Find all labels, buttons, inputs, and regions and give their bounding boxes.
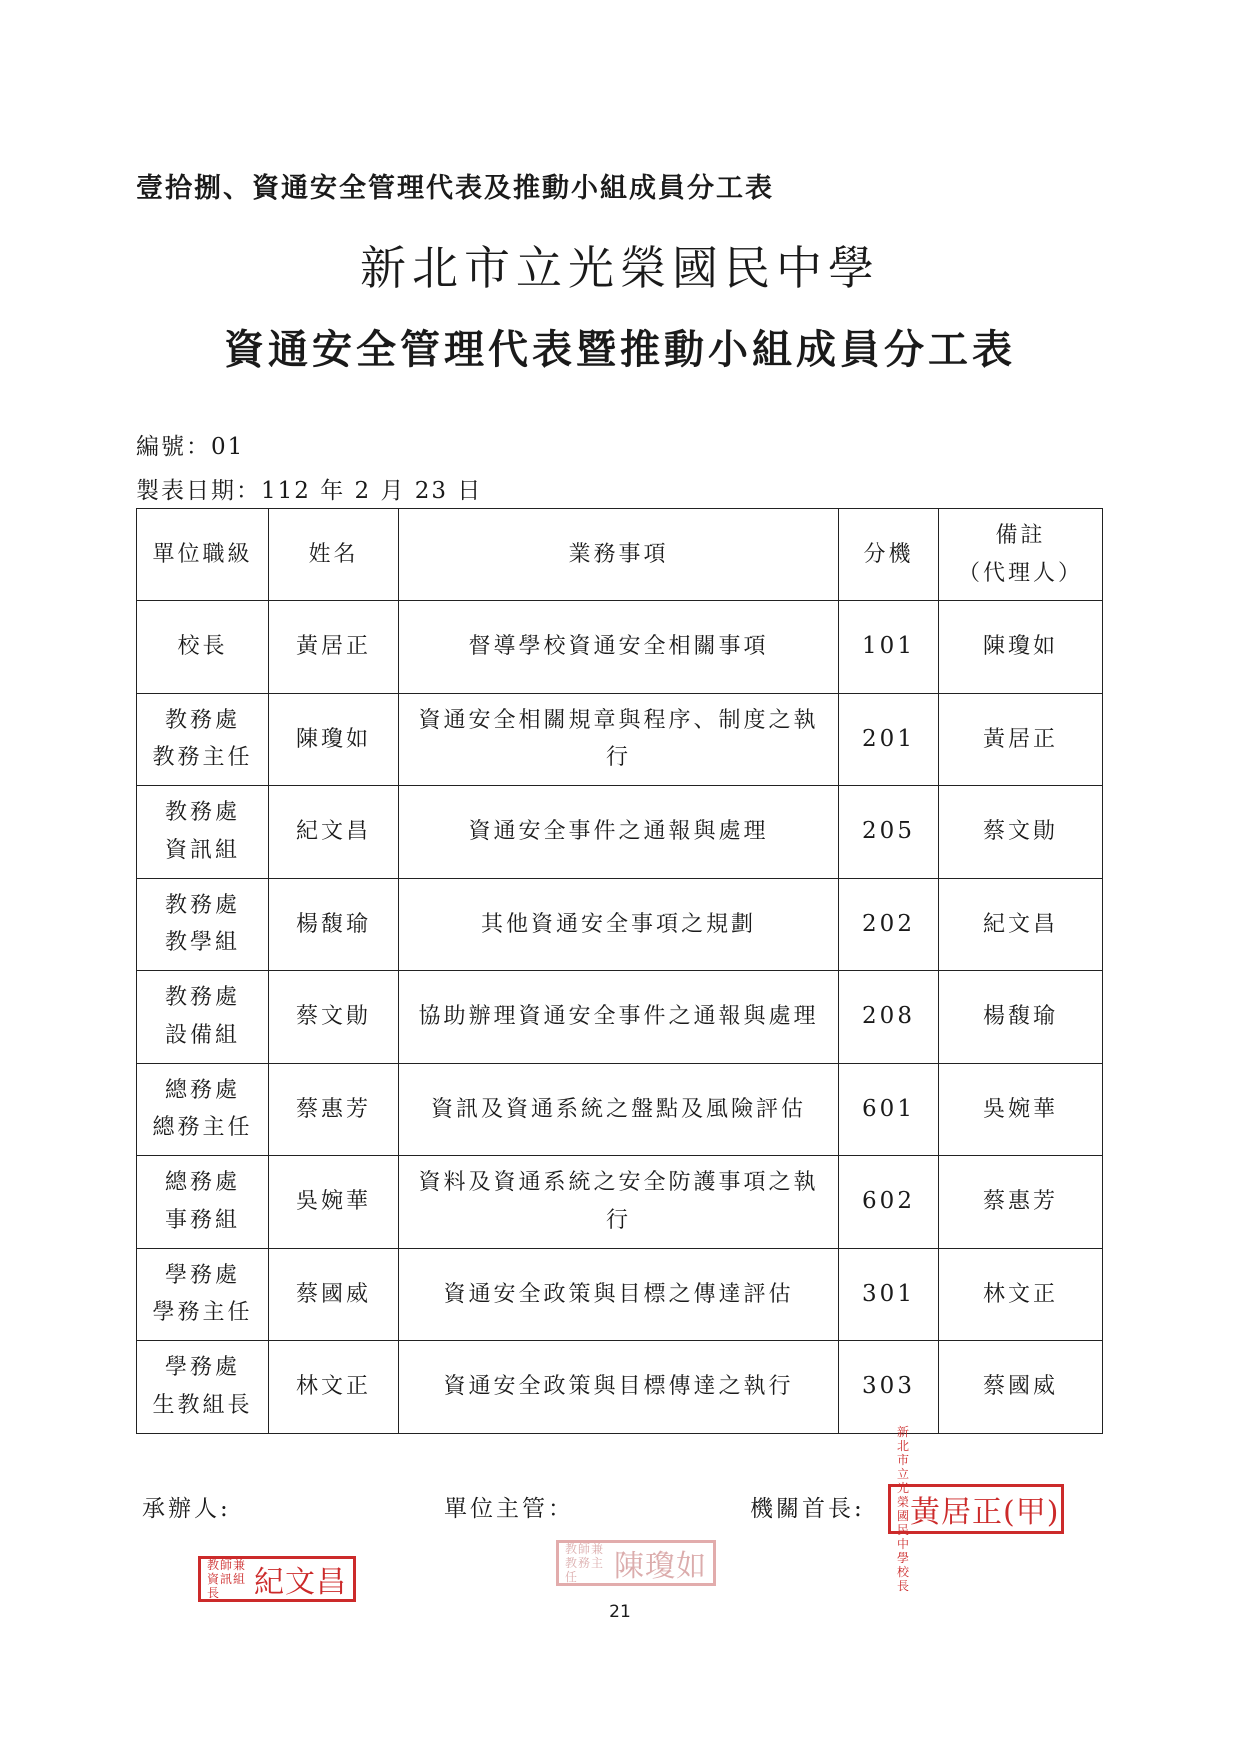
cell-name: 蔡文勛 — [269, 971, 399, 1064]
cell-deputy: 蔡文勛 — [939, 786, 1103, 879]
cell-deputy: 陳瓊如 — [939, 601, 1103, 694]
cell-unit — [137, 1063, 269, 1156]
cell-deputy: 蔡國威 — [939, 1341, 1103, 1434]
cell-deputy: 吳婉華 — [939, 1063, 1103, 1156]
cell-name: 蔡國威 — [269, 1248, 399, 1341]
handler-seal-stamp — [198, 1556, 356, 1602]
unit-line: 教務處 — [164, 800, 240, 826]
table-title: 資通安全管理代表暨推動小組成員分工表 — [224, 326, 1016, 373]
unit-line: 資訊組 — [164, 837, 240, 863]
seal-title: 新北市立光榮國民中學校長 — [897, 1425, 911, 1593]
cell-duty: 資料及資通系統之安全防護事項之執行 — [399, 1156, 839, 1249]
table-row — [137, 1248, 1103, 1341]
supervisor-seal-stamp — [556, 1540, 716, 1586]
table-row — [137, 693, 1103, 786]
cell-extension: 201 — [839, 693, 939, 786]
header-note-line2: （代理人） — [957, 560, 1083, 586]
header-note — [939, 509, 1103, 601]
cell-extension: 601 — [839, 1063, 939, 1156]
header-unit: 單位職級 — [137, 509, 269, 601]
header-extension: 分機 — [839, 509, 939, 601]
cell-deputy: 林文正 — [939, 1248, 1103, 1341]
table-row — [137, 1156, 1103, 1249]
unit-line: 教務處 — [164, 892, 240, 918]
cell-unit — [137, 693, 269, 786]
cell-unit — [137, 878, 269, 971]
page-number: 21 — [609, 1602, 631, 1622]
cell-extension: 303 — [839, 1341, 939, 1434]
handler-label: 承辦人: — [142, 1496, 231, 1522]
unit-line: 教務處 — [164, 707, 240, 733]
seal-name: 黃居正(甲) — [910, 1495, 1060, 1530]
unit-line: 學務處 — [164, 1262, 240, 1288]
cell-unit — [137, 1156, 269, 1249]
cell-duty: 協助辦理資通安全事件之通報與處理 — [399, 971, 839, 1064]
table-row — [137, 786, 1103, 879]
cell-deputy: 紀文昌 — [939, 878, 1103, 971]
header-name: 姓名 — [269, 509, 399, 601]
table-row — [137, 1341, 1103, 1434]
cell-duty: 其他資通安全事項之規劃 — [399, 878, 839, 971]
cell-duty: 資通安全事件之通報與處理 — [399, 786, 839, 879]
school-name: 新北市立光榮國民中學 — [360, 241, 880, 295]
unit-line: 教務處 — [164, 985, 240, 1011]
cell-duty: 資通安全相關規章與程序、制度之執行 — [399, 693, 839, 786]
document-number: 編號：01 — [136, 434, 245, 460]
member-roster-table — [136, 508, 1103, 1434]
cell-deputy: 楊馥瑜 — [939, 971, 1103, 1064]
header-duty: 業務事項 — [399, 509, 839, 601]
unit-line: 事務組 — [164, 1207, 240, 1233]
cell-deputy: 蔡惠芳 — [939, 1156, 1103, 1249]
table-header-row — [137, 509, 1103, 601]
cell-unit — [137, 971, 269, 1064]
cell-extension: 301 — [839, 1248, 939, 1341]
head-seal-stamp — [888, 1425, 1064, 1593]
cell-name: 蔡惠芳 — [269, 1063, 399, 1156]
supervisor-label: 單位主管： — [444, 1496, 574, 1522]
table-row — [137, 971, 1103, 1064]
unit-line: 學務處 — [164, 1355, 240, 1381]
section-heading: 壹拾捌、資通安全管理代表及推動小組成員分工表 — [136, 173, 774, 204]
unit-line: 設備組 — [164, 1022, 240, 1048]
header-note-line1: 備註 — [995, 523, 1046, 549]
cell-extension: 205 — [839, 786, 939, 879]
unit-line: 總務處 — [164, 1077, 240, 1103]
cell-name: 陳瓊如 — [269, 693, 399, 786]
seal-title: 教師兼教務主任 — [565, 1542, 605, 1584]
table-row — [137, 1063, 1103, 1156]
cell-unit — [137, 786, 269, 879]
cell-name: 林文正 — [269, 1341, 399, 1434]
seal-title: 教師兼資訊組長 — [207, 1558, 247, 1600]
cell-name: 紀文昌 — [269, 786, 399, 879]
cell-duty: 資訊及資通系統之盤點及風險評估 — [399, 1063, 839, 1156]
cell-unit — [137, 1341, 269, 1434]
cell-extension: 208 — [839, 971, 939, 1064]
seal-name: 陳瓊如 — [614, 1549, 707, 1584]
cell-duty: 督導學校資通安全相關事項 — [399, 601, 839, 694]
unit-line: 教務主任 — [152, 745, 253, 771]
document-date: 製表日期：112 年 2 月 23 日 — [136, 478, 483, 504]
unit-line: 教學組 — [164, 930, 240, 956]
cell-extension: 202 — [839, 878, 939, 971]
cell-duty: 資通安全政策與目標傳達之執行 — [399, 1341, 839, 1434]
unit-line: 學務主任 — [152, 1300, 253, 1326]
cell-name: 楊馥瑜 — [269, 878, 399, 971]
cell-name: 黃居正 — [269, 601, 399, 694]
cell-duty: 資通安全政策與目標之傳達評估 — [399, 1248, 839, 1341]
unit-line: 校長 — [177, 634, 228, 660]
seal-name: 紀文昌 — [254, 1565, 347, 1600]
cell-unit — [137, 601, 269, 694]
table-row — [137, 601, 1103, 694]
cell-unit — [137, 1248, 269, 1341]
cell-extension: 602 — [839, 1156, 939, 1249]
cell-extension: 101 — [839, 601, 939, 694]
unit-line: 生教組長 — [152, 1392, 253, 1418]
unit-line: 總務處 — [164, 1170, 240, 1196]
unit-line: 總務主任 — [152, 1115, 253, 1141]
cell-deputy: 黃居正 — [939, 693, 1103, 786]
head-label: 機關首長: — [750, 1496, 865, 1522]
table-row — [137, 878, 1103, 971]
cell-name: 吳婉華 — [269, 1156, 399, 1249]
